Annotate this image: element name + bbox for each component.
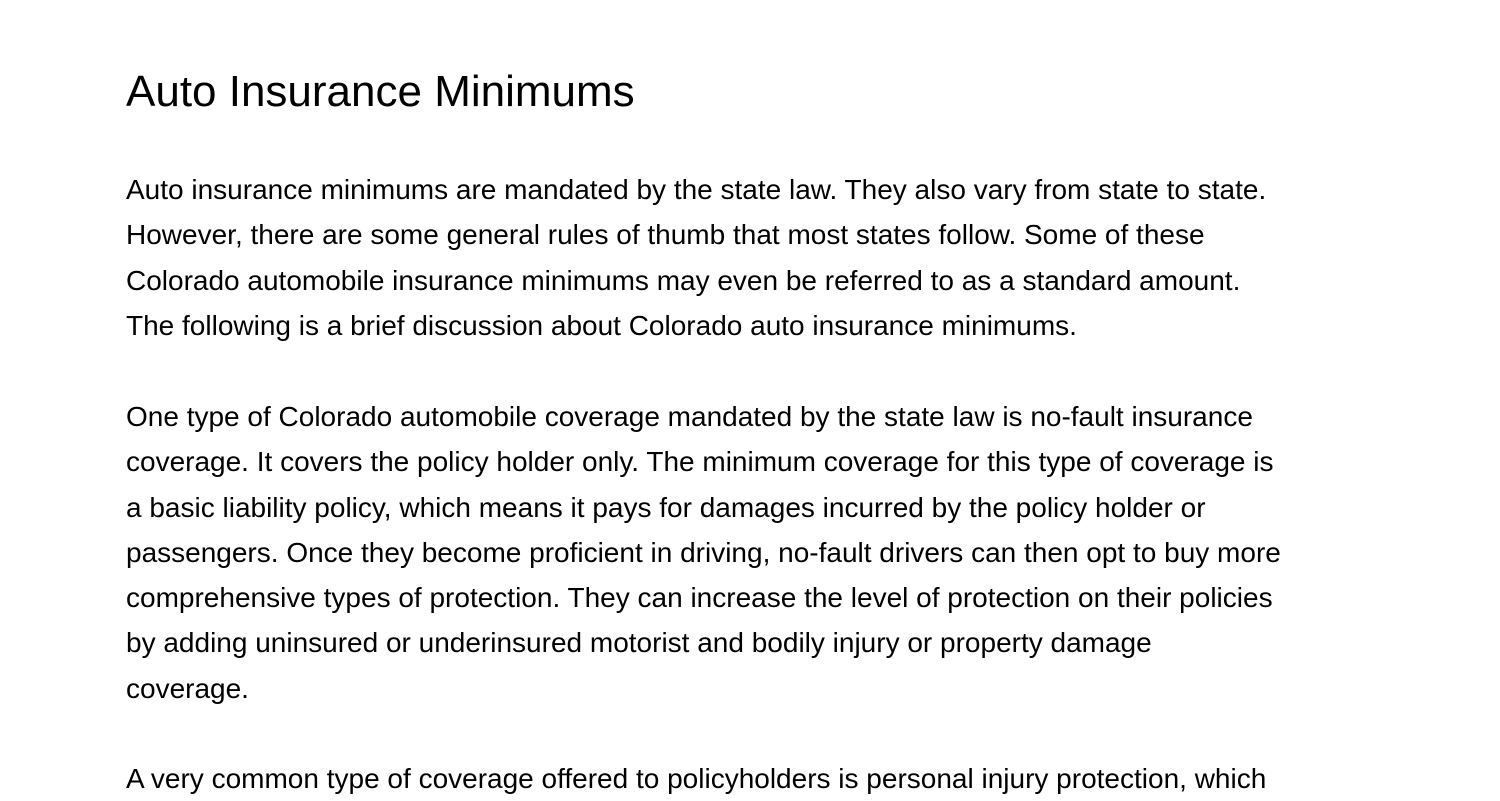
paragraph-line: Auto insurance minimums are mandated by the state law. They also vary from state to state. (126, 174, 1267, 205)
paragraph-3 (126, 756, 1266, 801)
paragraph-line: a basic liability policy, which means it pays for damages incurred by the policy holder or (126, 491, 1206, 523)
paragraph-2 (126, 394, 1281, 711)
paragraph-line: Colorado automobile insurance minimums may even be referred to as a standard amount. (126, 264, 1241, 296)
paragraph-line: A very common type of coverage offered to policyholders is personal injury protection, which (126, 763, 1267, 794)
paragraph-1 (126, 167, 1266, 348)
paragraph-line: by adding uninsured or underinsured motorist and bodily injury or property damage (126, 627, 1152, 659)
paragraph-line: The following is a brief discussion about Colorado auto insurance minimums. (126, 309, 1077, 341)
paragraph-line: coverage. It covers the policy holder only. The minimum coverage for this type of coverage is (126, 446, 1274, 478)
paragraph-line: However, there are some general rules of thumb that most states follow. Some of these (126, 219, 1205, 251)
paragraph-line: coverage. (126, 672, 249, 704)
paragraph-line: passengers. Once they become proficient in driving, no-fault drivers can then opt to buy more (126, 536, 1281, 568)
paragraph-line: comprehensive types of protection. They can increase the level of protection on their policies (126, 582, 1273, 614)
page-title: Auto Insurance Minimums (126, 67, 635, 116)
paragraph-line: One type of Colorado automobile coverage mandated by the state law is no-fault insurance (126, 401, 1253, 432)
document-page (126, 64, 1386, 794)
